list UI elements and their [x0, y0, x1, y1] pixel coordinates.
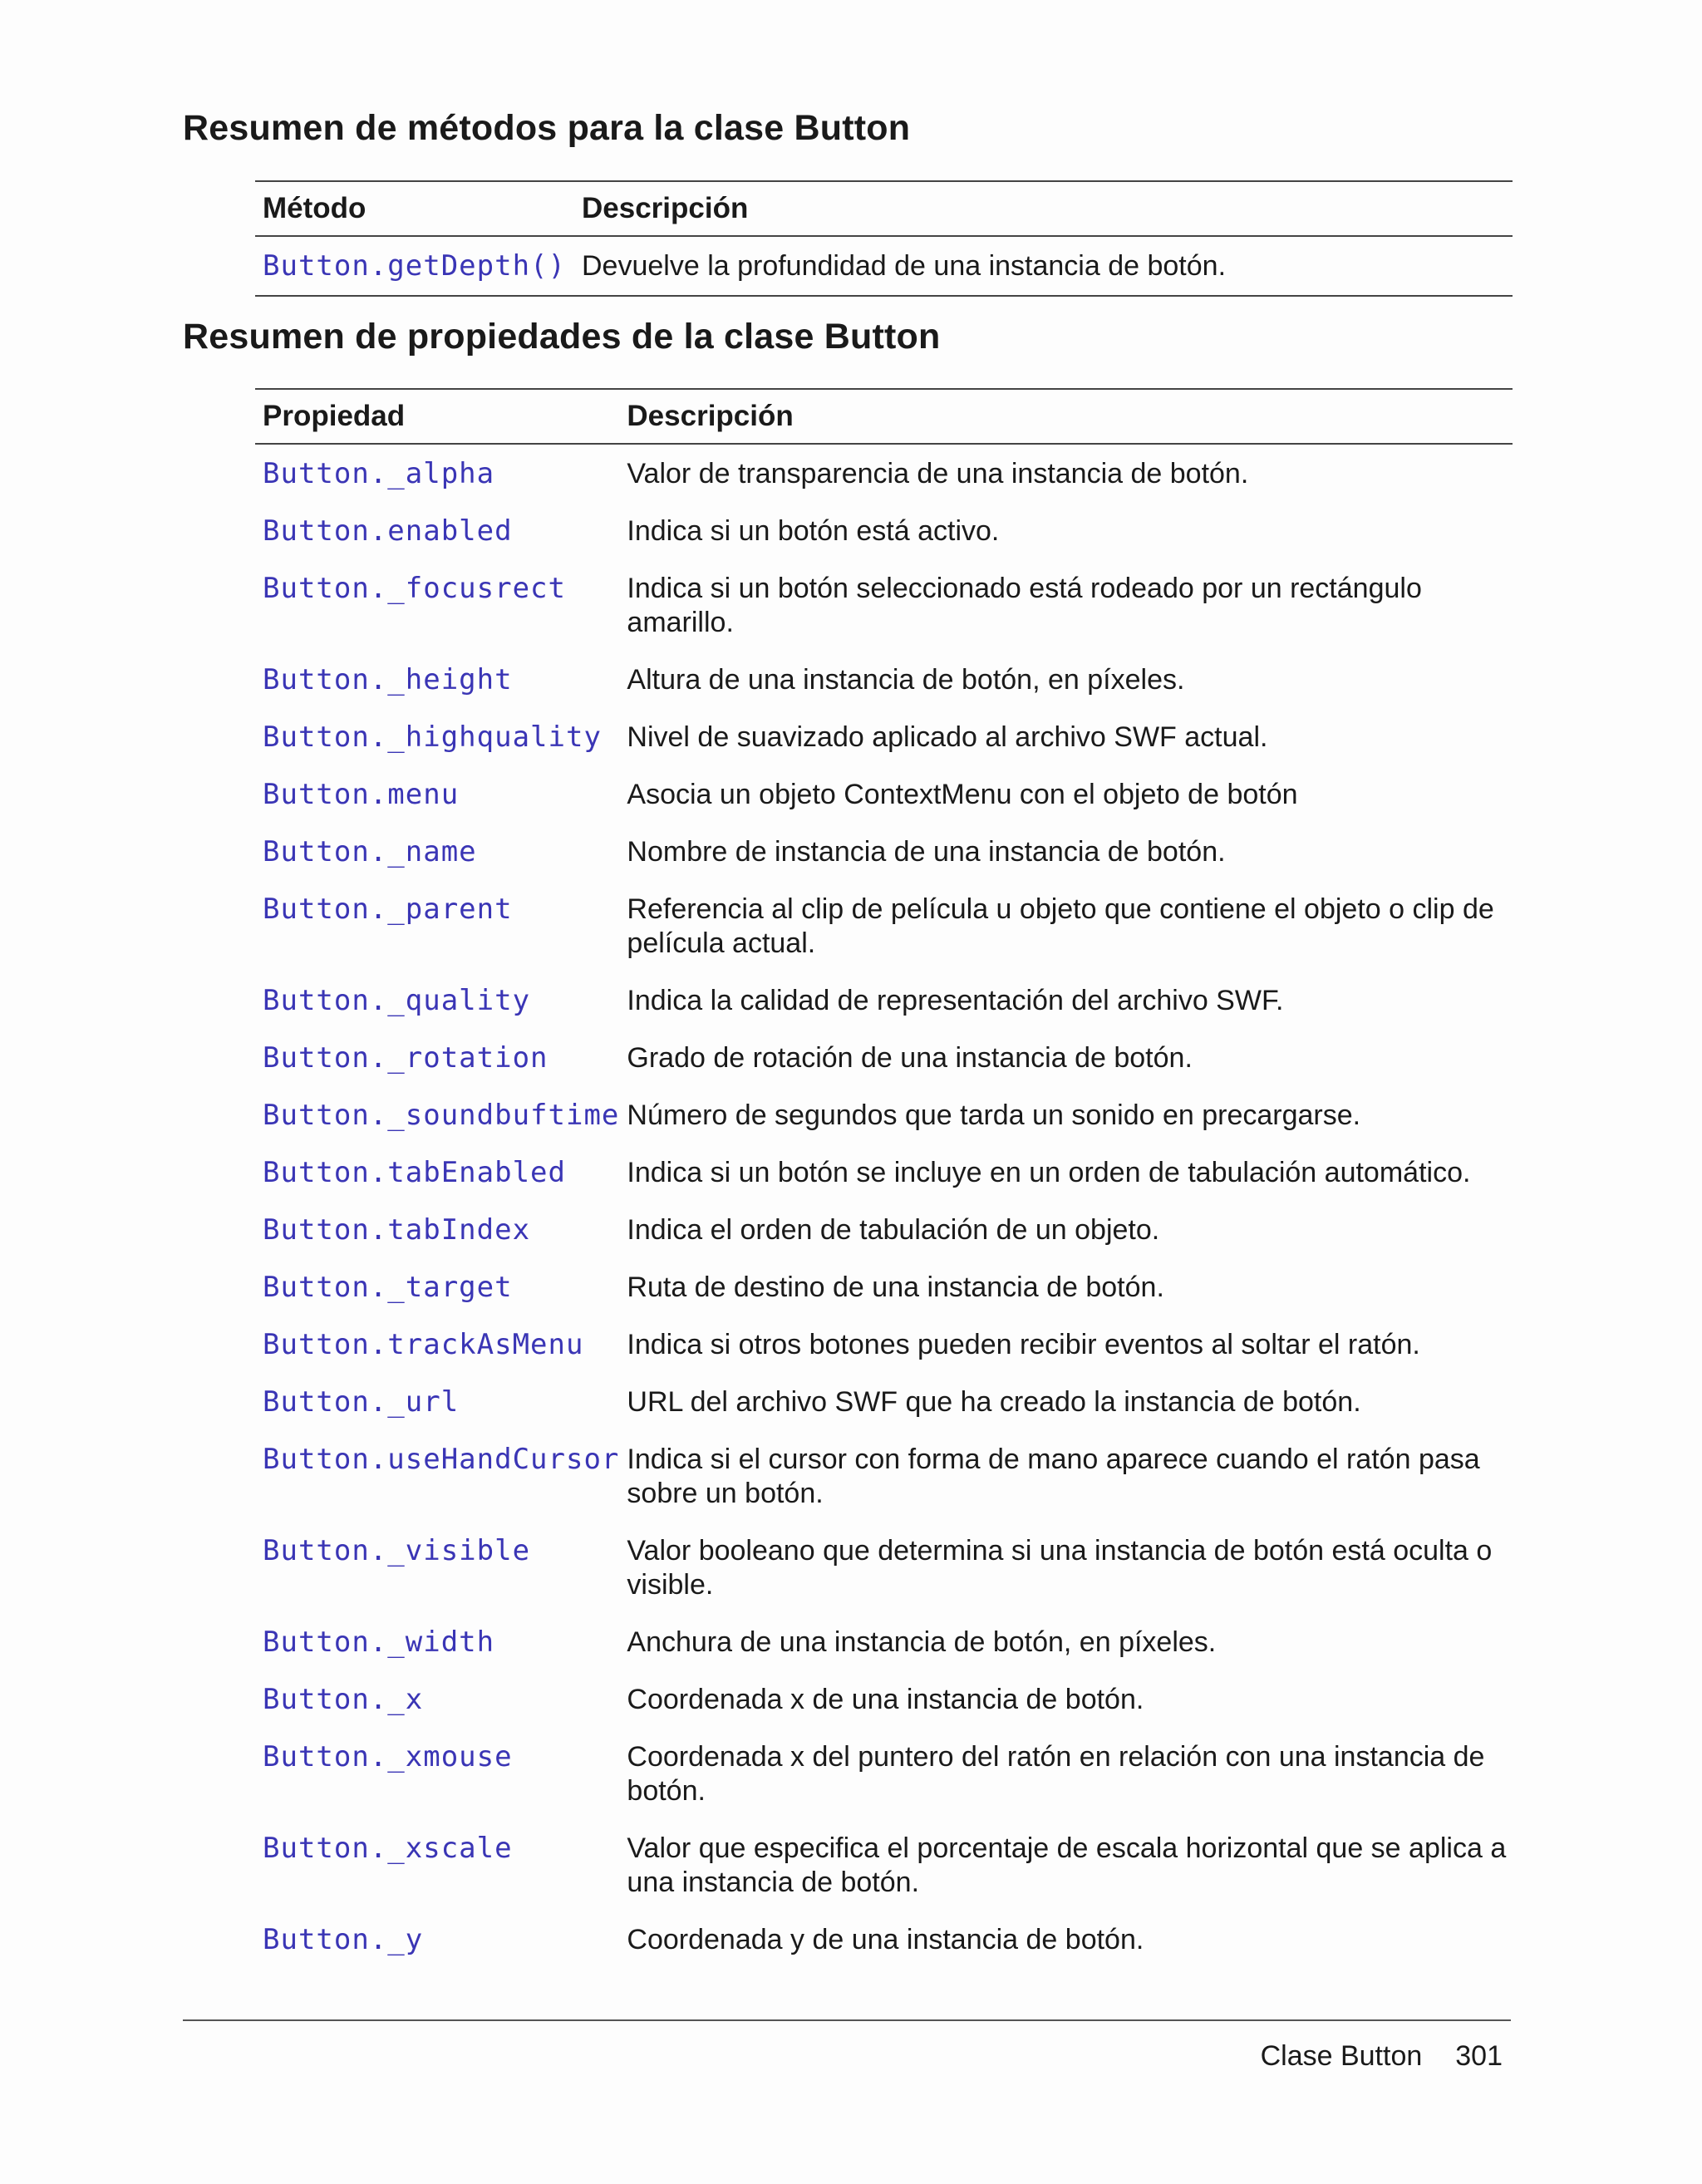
member-link[interactable]: Button.tabEnabled: [263, 1156, 566, 1189]
table-row: [255, 981, 1513, 1038]
member-description: Devuelve la profundidad de una instancia de botón.: [574, 236, 1513, 296]
member-description: Coordenada x de una instancia de botón.: [627, 1684, 1144, 1715]
member-link[interactable]: Button.tabIndex: [263, 1213, 531, 1247]
page-number: 301: [1455, 2040, 1503, 2072]
member-link[interactable]: Button._target: [263, 1271, 513, 1304]
table-row: [255, 1680, 1513, 1737]
member-link[interactable]: Button._highquality: [263, 721, 602, 754]
table-row: [255, 511, 1513, 568]
member-description: Referencia al clip de película u objeto que contiene el objeto o clip de película actual.: [627, 893, 1494, 959]
member-link[interactable]: Button._height: [263, 663, 513, 696]
member-description: Indica si otros botones pueden recibir eventos al soltar el ratón.: [627, 1329, 1420, 1360]
member-description: Indica el orden de tabulación de un objeto.: [627, 1214, 1160, 1246]
member-link[interactable]: Button._focusrect: [263, 572, 566, 605]
page-footer: [1261, 2040, 1503, 2073]
table-row: [255, 1531, 1513, 1622]
member-link[interactable]: Button.trackAsMenu: [263, 1328, 584, 1361]
member-description: Asocia un objeto ContextMenu con el objeto de botón: [627, 779, 1298, 810]
column-header-description: Descripción: [574, 181, 1513, 236]
table-row: [255, 1038, 1513, 1095]
member-description: Nivel de suavizado aplicado al archivo SWF actual.: [627, 721, 1268, 753]
properties-heading: Resumen de propiedades de la clase Button: [183, 317, 941, 357]
methods-table: [255, 180, 1513, 297]
member-description: Indica la calidad de representación del archivo SWF.: [627, 985, 1284, 1016]
table-row: [255, 832, 1513, 889]
member-description: URL del archivo SWF que ha creado la instancia de botón.: [627, 1386, 1361, 1418]
table-row: [255, 1828, 1513, 1920]
member-link[interactable]: Button._alpha: [263, 457, 495, 490]
member-description: Coordenada y de una instancia de botón.: [627, 1924, 1144, 1955]
member-description: Nombre de instancia de una instancia de botón.: [627, 836, 1226, 868]
member-link[interactable]: Button.getDepth(): [255, 236, 574, 296]
table-row: [255, 568, 1513, 660]
table-row: [255, 1737, 1513, 1828]
table-row: [255, 1325, 1513, 1382]
footer-rule: [183, 2019, 1511, 2021]
member-link[interactable]: Button._rotation: [263, 1041, 548, 1075]
member-link[interactable]: Button._x: [263, 1683, 424, 1716]
member-link[interactable]: Button.useHandCursor: [263, 1443, 620, 1476]
table-row: [255, 775, 1513, 832]
member-description: Número de segundos que tarda un sonido en precargarse.: [627, 1099, 1361, 1131]
member-link[interactable]: Button.enabled: [263, 514, 513, 548]
member-link[interactable]: Button._xscale: [263, 1832, 513, 1865]
member-description: Indica si un botón seleccionado está rodeado por un rectángulo amarillo.: [627, 573, 1422, 638]
table-row: [255, 1210, 1513, 1267]
table-row: [255, 1267, 1513, 1325]
table-row: [255, 889, 1513, 981]
member-description: Anchura de una instancia de botón, en píxeles.: [627, 1626, 1217, 1658]
table-row: [255, 444, 1513, 511]
column-header-property: Propiedad: [255, 389, 619, 444]
table-row: [255, 1153, 1513, 1210]
table-row: [255, 236, 1513, 296]
member-link[interactable]: Button._width: [263, 1626, 495, 1659]
member-link[interactable]: Button._name: [263, 835, 477, 868]
table-row: [255, 1439, 1513, 1531]
member-description: Indica si un botón está activo.: [627, 515, 1000, 547]
member-description: Altura de una instancia de botón, en píxeles.: [627, 664, 1185, 696]
table-row: [255, 1382, 1513, 1439]
member-link[interactable]: Button._parent: [263, 893, 513, 926]
member-description: Ruta de destino de una instancia de botón.: [627, 1272, 1164, 1303]
table-row: [255, 1622, 1513, 1680]
member-link[interactable]: Button._soundbuftime: [263, 1099, 620, 1132]
member-description: Valor booleano que determina si una instancia de botón está oculta o visible.: [627, 1535, 1493, 1601]
member-description: Valor de transparencia de una instancia de botón.: [627, 458, 1249, 489]
member-link[interactable]: Button._quality: [263, 984, 531, 1017]
column-header-method: Método: [255, 181, 574, 236]
member-description: Grado de rotación de una instancia de botón.: [627, 1042, 1193, 1074]
table-header-row: [255, 389, 1513, 444]
member-description: Indica si un botón se incluye en un orden de tabulación automático.: [627, 1157, 1471, 1188]
table-row: [255, 1920, 1513, 1977]
table-row: [255, 717, 1513, 775]
properties-table: [255, 388, 1513, 1977]
member-link[interactable]: Button._visible: [263, 1534, 531, 1567]
member-link[interactable]: Button._xmouse: [263, 1740, 513, 1773]
member-link[interactable]: Button.menu: [263, 778, 460, 811]
member-description: Valor que especifica el porcentaje de escala horizontal que se aplica a una instancia de botón.: [627, 1832, 1507, 1898]
member-link[interactable]: Button._y: [263, 1923, 424, 1956]
table-row: [255, 1095, 1513, 1153]
member-link[interactable]: Button._url: [263, 1385, 460, 1419]
member-description: Indica si el cursor con forma de mano aparece cuando el ratón pasa sobre un botón.: [627, 1444, 1480, 1509]
table-row: [255, 660, 1513, 717]
column-header-description: Descripción: [619, 389, 1513, 444]
methods-heading: Resumen de métodos para la clase Button: [183, 108, 911, 148]
footer-section-title: Clase Button: [1260, 2040, 1423, 2072]
table-header-row: [255, 181, 1513, 236]
member-description: Coordenada x del puntero del ratón en relación con una instancia de botón.: [627, 1741, 1485, 1807]
